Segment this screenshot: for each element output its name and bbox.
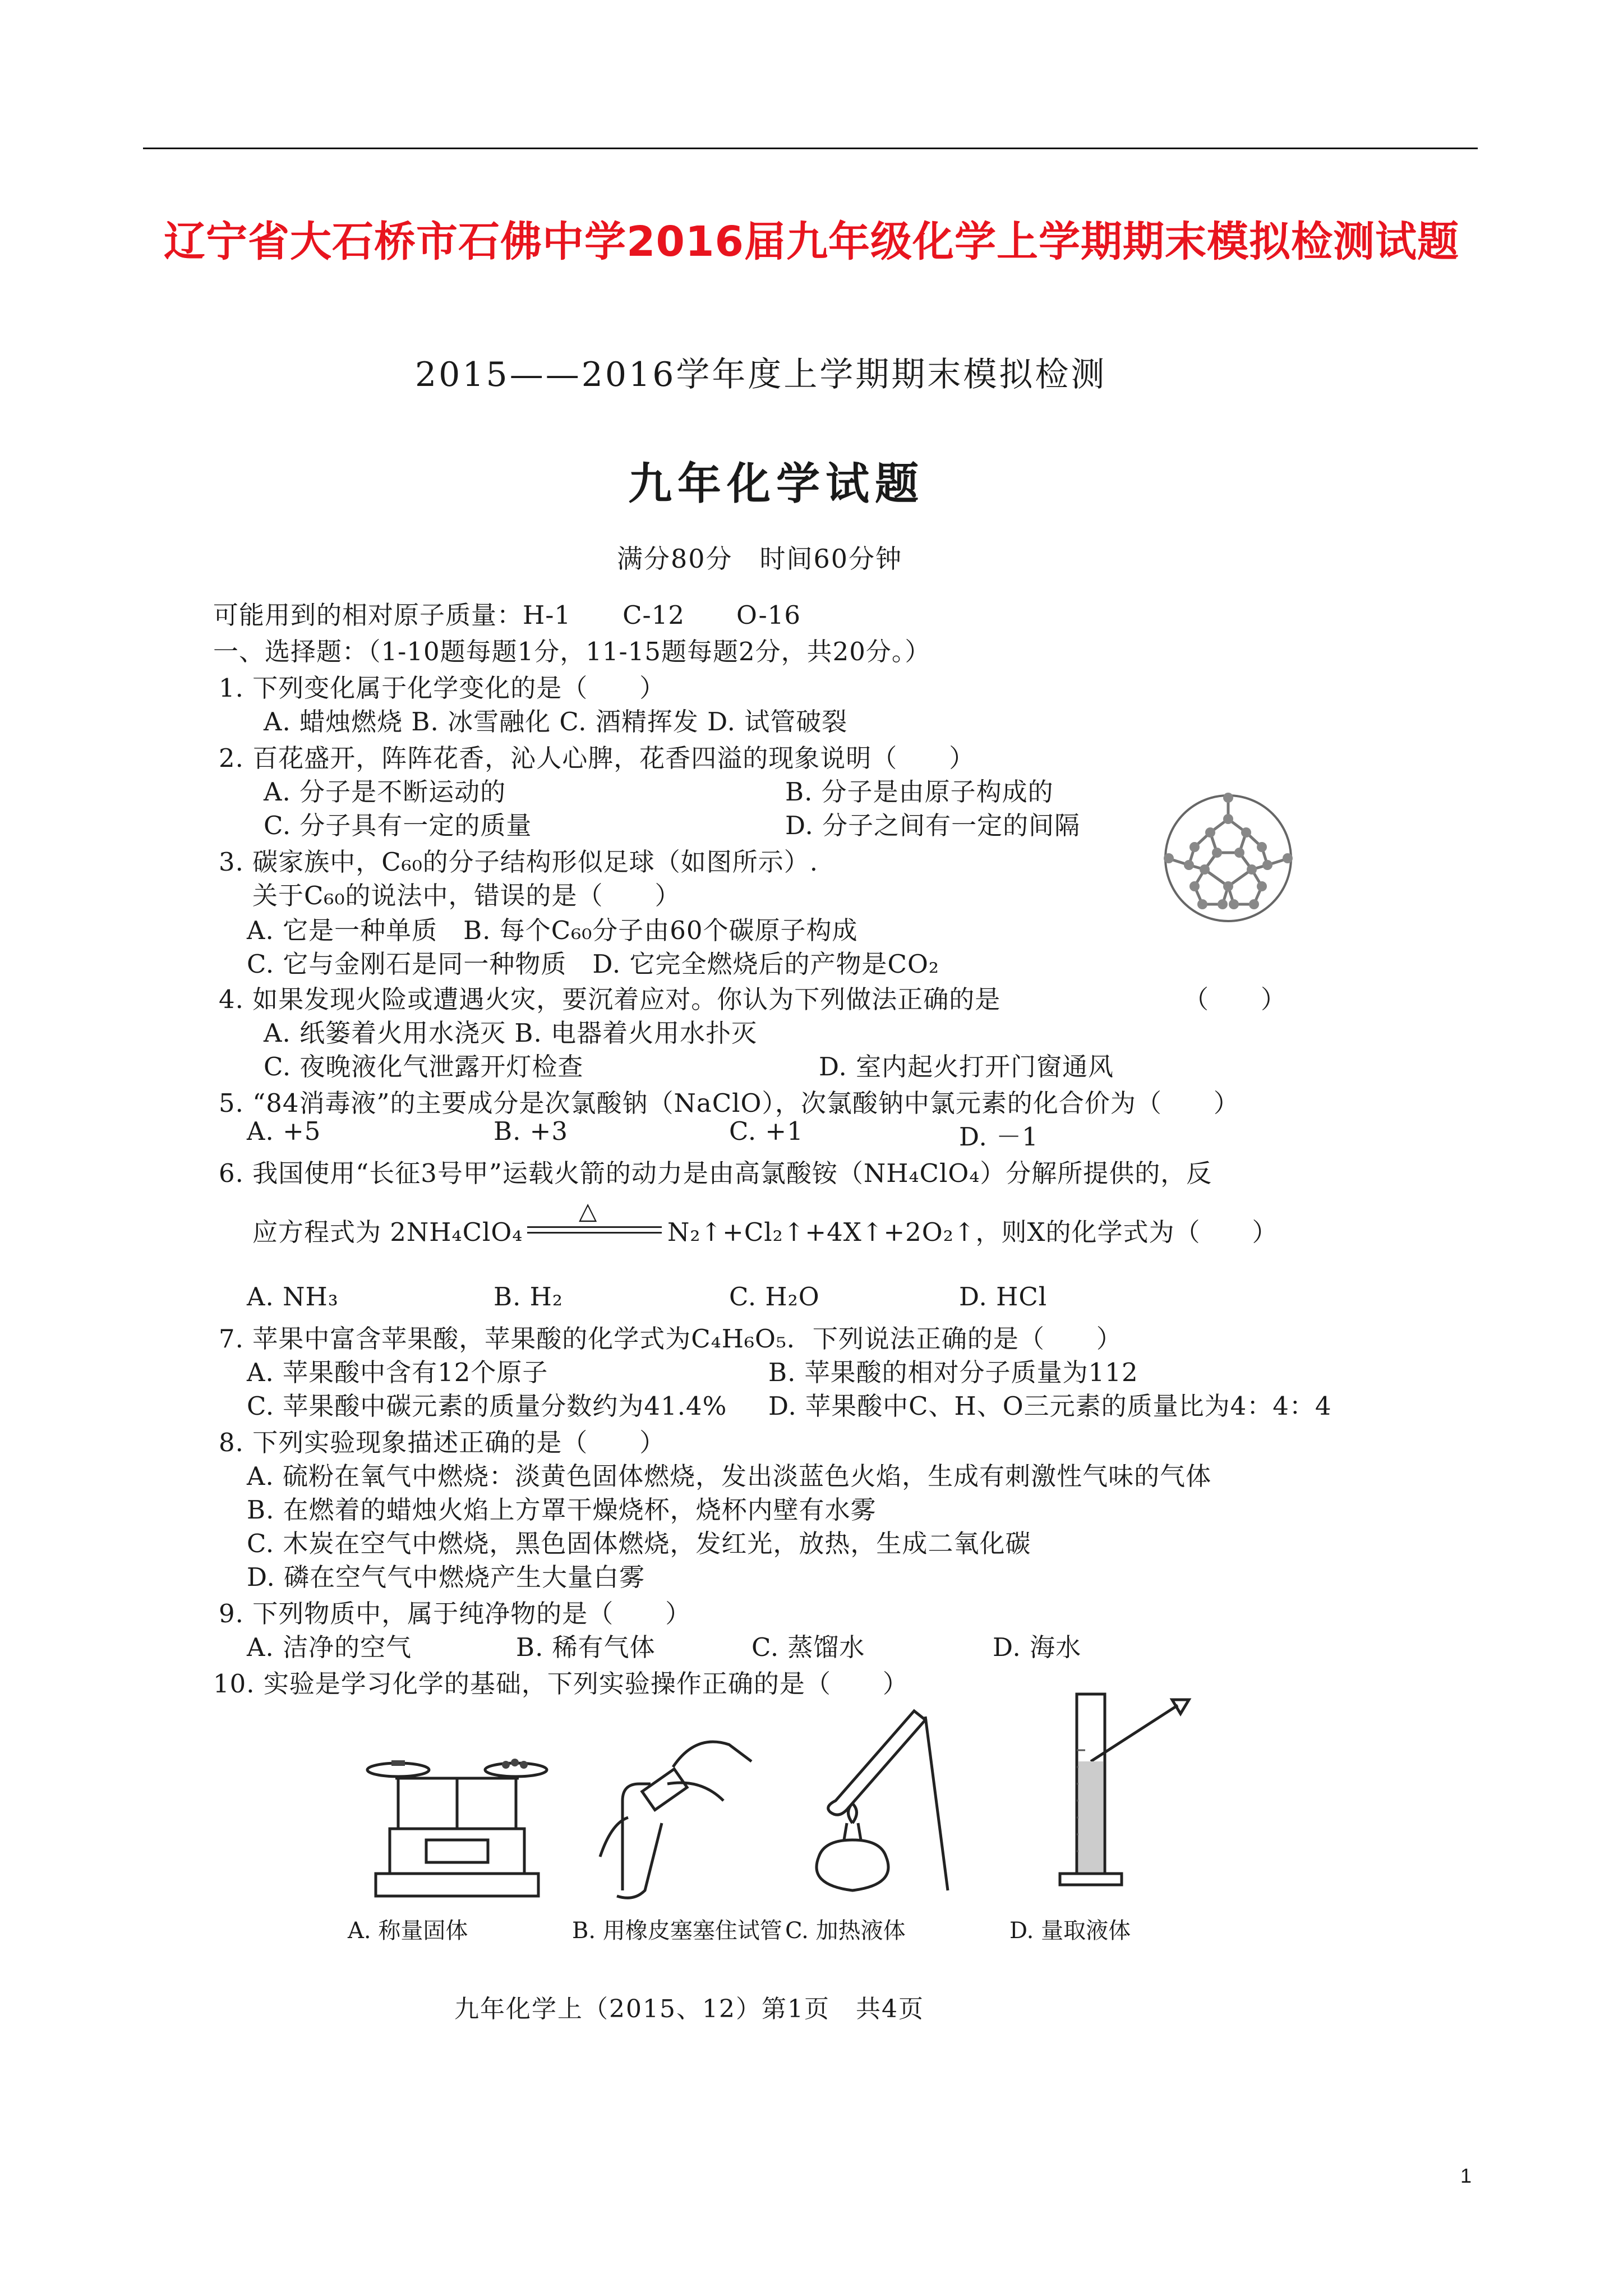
heat-symbol: △ [579,1197,597,1225]
question-5: 5. “84消毒液”的主要成分是次氯酸钠（NaClO），次氯酸钠中氯元素的化合价为（ ） [219,1088,1239,1118]
question-7-option-a: A. 苹果酸中含有12个原子 [247,1358,548,1387]
question-7-option-d: D. 苹果酸中C、H、O三元素的质量比为4：4：4 [768,1391,1332,1421]
section-heading: 一、选择题：（1-10题每题1分，11-15题每题2分，共20分。） [213,637,931,666]
question-3: 3. 碳家族中，C₆₀的分子结构形似足球（如图所示）. [219,847,819,877]
question-5-option-a: A. +5 [247,1116,321,1146]
question-2-option-a: A. 分子是不断运动的 [264,777,506,807]
balance-scale-figure [359,1728,550,1902]
question-6-equation-right: N₂↑+Cl₂↑+4X↑+2O₂↑，则X的化学式为（ ） [667,1217,1278,1247]
question-4-options-ab: A. 纸篓着火用水浇灭 B. 电器着火用水扑灭 [264,1018,758,1048]
question-5-option-b: B. +3 [494,1116,569,1146]
question-6: 6. 我国使用“长征3号甲”运载火箭的动力是由高氯酸铵（NH₄ClO₄）分解所提供的，反 [219,1158,1212,1188]
question-9-option-c: C. 蒸馏水 [751,1632,865,1662]
question-7-option-c: C. 苹果酸中碳元素的质量分数约为41.4% [247,1391,727,1421]
question-4-option-c: C. 夜晚液化气泄露开灯检查 [264,1052,584,1082]
question-2-option-c: C. 分子具有一定的质量 [264,811,532,840]
exam-year-heading: 2015——2016学年度上学期期末模拟检测 [415,355,1107,394]
document-title: 辽宁省大石桥市石佛中学2016届九年级化学上学期期末模拟检测试题 [164,218,1459,266]
question-6-option-c: C. H₂O [729,1282,820,1312]
question-8-option-b: B. 在燃着的蜡烛火焰上方罩干燥烧杯，烧杯内壁有水雾 [247,1495,877,1525]
stopper-test-tube-figure [583,1711,763,1902]
question-4: 4. 如果发现火险或遭遇火灾，要沉着应对。你认为下列做法正确的是 [219,984,1001,1014]
question-1-options: A. 蜡烛燃烧 B. 冰雪融化 C. 酒精挥发 D. 试管破裂 [264,707,848,737]
figure-a-label: A. 称量固体 [348,1918,468,1944]
graduated-cylinder-figure [1043,1683,1211,1896]
heating-liquid-figure [785,1700,965,1902]
question-9-option-a: A. 洁净的空气 [247,1632,412,1662]
question-8: 8. 下列实验现象描述正确的是（ ） [219,1428,666,1457]
scanned-exam-page [213,314,1335,2053]
reaction-arrow [527,1199,662,1244]
question-6-option-b: B. H₂ [494,1282,563,1312]
atomic-mass-line: 可能用到的相对原子质量：H-1 C-12 O-16 [213,600,801,630]
question-5-option-d: D. －1 [959,1122,1039,1152]
page-number: 1 [1460,2164,1472,2187]
score-time-line: 满分80分 时间60分钟 [617,544,903,574]
question-2: 2. 百花盛开，阵阵花香，沁人心脾，花香四溢的现象说明（ ） [219,743,975,773]
question-3-options-ab: A. 它是一种单质 B. 每个C₆₀分子由60个碳原子构成 [247,915,858,945]
question-4-answer-paren: （ ） [1183,984,1287,1014]
figure-b-label: B. 用橡皮塞塞住试管 [572,1918,782,1944]
question-3-options-cd: C. 它与金刚石是同一种物质 D. 它完全燃烧后的产物是CO₂ [247,949,939,979]
question-9: 9. 下列物质中，属于纯净物的是（ ） [219,1599,691,1628]
question-1: 1. 下列变化属于化学变化的是（ ） [219,673,666,703]
exam-title: 九年化学试题 [628,458,925,509]
question-2-option-d: D. 分子之间有一定的间隔 [785,811,1081,840]
question-8-option-d: D. 磷在空气气中燃烧产生大量白雾 [247,1562,645,1592]
question-7-option-b: B. 苹果酸的相对分子质量为112 [768,1358,1138,1387]
question-8-option-c: C. 木炭在空气中燃烧，黑色固体燃烧，发红光，放热，生成二氧化碳 [247,1529,1031,1558]
question-6-option-a: A. NH₃ [247,1282,339,1312]
question-3-stem-2: 关于C₆₀的说法中，错误的是（ ） [252,881,681,910]
question-9-option-d: D. 海水 [993,1632,1082,1662]
question-6-equation-left: 应方程式为 2NH₄ClO₄ [252,1217,523,1247]
question-2-option-b: B. 分子是由原子构成的 [785,777,1054,807]
question-7: 7. 苹果中富含苹果酸，苹果酸的化学式为C₄H₆O₅．下列说法正确的是（ ） [219,1324,1122,1354]
question-9-option-b: B. 稀有气体 [516,1632,656,1662]
question-10: 10. 实验是学习化学的基础，下列实验操作正确的是（ ） [213,1669,909,1699]
figure-c-label: C. 加热液体 [785,1918,906,1944]
figure-d-label: D. 量取液体 [1009,1918,1131,1944]
question-5-option-c: C. +1 [729,1116,804,1146]
question-6-option-d: D. HCl [959,1282,1048,1312]
top-rule [143,148,1478,149]
question-4-option-d: D. 室内起火打开门窗通风 [819,1052,1114,1082]
question-8-option-a: A. 硫粉在氧气中燃烧：淡黄色固体燃烧，发出淡蓝色火焰，生成有刺激性气味的气体 [247,1461,1212,1491]
scan-footer: 九年化学上（2015、12）第1页 共4页 [454,1995,924,2023]
c60-molecule-illustration [1155,785,1301,931]
